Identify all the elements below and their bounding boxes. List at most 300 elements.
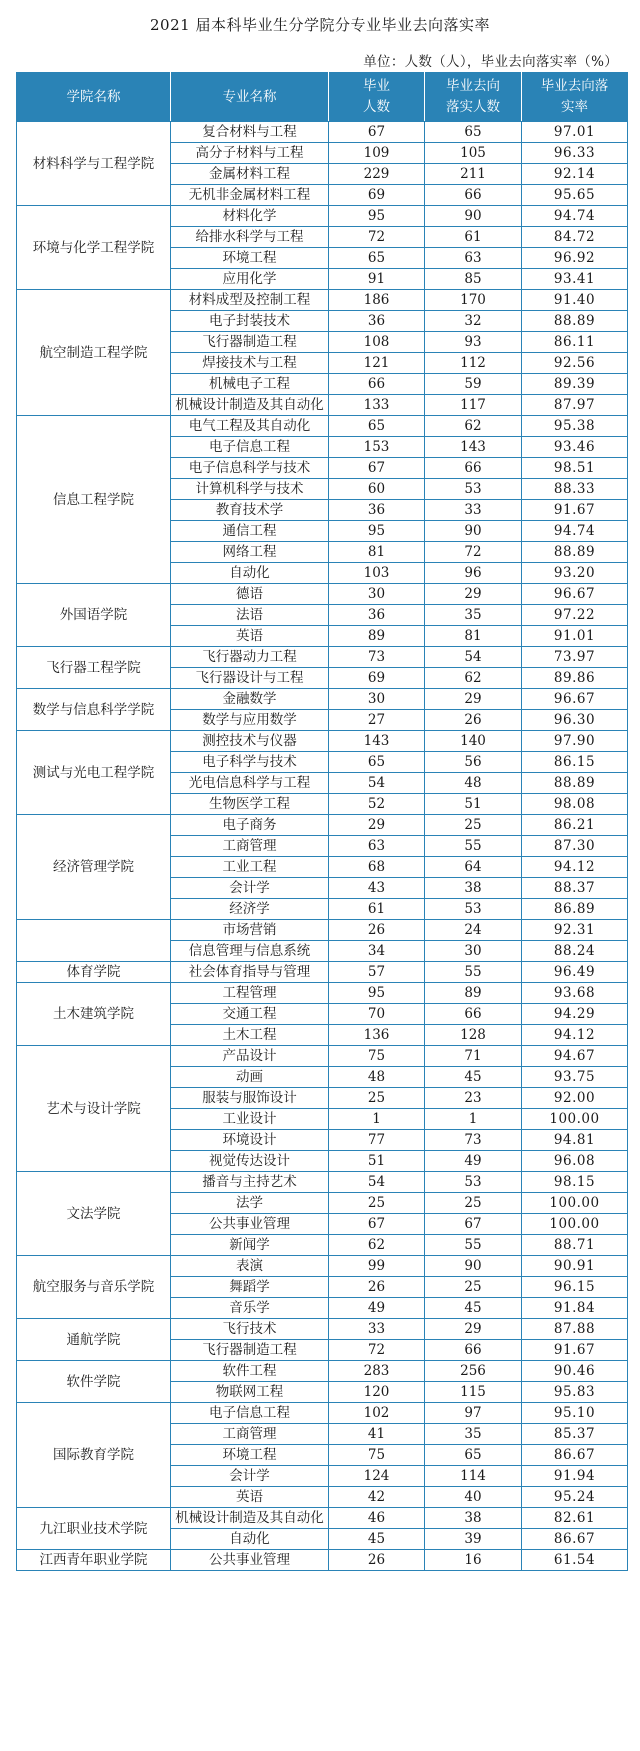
rate-cell: 91.40 xyxy=(522,290,628,311)
graduates-cell: 30 xyxy=(329,689,425,710)
placed-cell: 1 xyxy=(425,1109,522,1130)
major-cell: 法学 xyxy=(171,1193,329,1214)
placed-cell: 66 xyxy=(425,1004,522,1025)
placed-cell: 35 xyxy=(425,605,522,626)
major-cell: 电子封装技术 xyxy=(171,311,329,332)
graduates-cell: 26 xyxy=(329,1277,425,1298)
rate-cell: 89.86 xyxy=(522,668,628,689)
major-cell: 环境设计 xyxy=(171,1130,329,1151)
major-cell: 会计学 xyxy=(171,1466,329,1487)
placed-cell: 65 xyxy=(425,1445,522,1466)
graduates-cell: 77 xyxy=(329,1130,425,1151)
rate-cell: 88.33 xyxy=(522,479,628,500)
graduates-cell: 65 xyxy=(329,248,425,269)
major-cell: 德语 xyxy=(171,584,329,605)
rate-cell: 94.29 xyxy=(522,1004,628,1025)
college-cell xyxy=(17,920,171,962)
placed-cell: 35 xyxy=(425,1424,522,1445)
graduates-cell: 103 xyxy=(329,563,425,584)
graduates-cell: 68 xyxy=(329,857,425,878)
major-cell: 工商管理 xyxy=(171,836,329,857)
major-cell: 工业设计 xyxy=(171,1109,329,1130)
graduates-cell: 54 xyxy=(329,773,425,794)
college-cell: 信息工程学院 xyxy=(17,416,171,584)
graduates-cell: 26 xyxy=(329,1550,425,1571)
major-cell: 服装与服饰设计 xyxy=(171,1088,329,1109)
placed-cell: 73 xyxy=(425,1130,522,1151)
rate-cell: 94.67 xyxy=(522,1046,628,1067)
graduates-cell: 72 xyxy=(329,1340,425,1361)
rate-cell: 87.88 xyxy=(522,1319,628,1340)
college-cell: 国际教育学院 xyxy=(17,1403,171,1508)
header-graduates: 毕业 人数 xyxy=(329,73,425,122)
major-cell: 测控技术与仪器 xyxy=(171,731,329,752)
college-cell: 环境与化学工程学院 xyxy=(17,206,171,290)
placed-cell: 16 xyxy=(425,1550,522,1571)
rate-cell: 86.89 xyxy=(522,899,628,920)
rate-cell: 96.67 xyxy=(522,689,628,710)
rate-cell: 84.72 xyxy=(522,227,628,248)
placed-cell: 66 xyxy=(425,1340,522,1361)
rate-cell: 96.67 xyxy=(522,584,628,605)
graduates-cell: 91 xyxy=(329,269,425,290)
graduates-cell: 75 xyxy=(329,1445,425,1466)
graduates-cell: 102 xyxy=(329,1403,425,1424)
table-row xyxy=(17,731,628,752)
major-cell: 工程管理 xyxy=(171,983,329,1004)
graduates-cell: 48 xyxy=(329,1067,425,1088)
major-cell: 工商管理 xyxy=(171,1424,329,1445)
graduates-cell: 136 xyxy=(329,1025,425,1046)
major-cell: 土木工程 xyxy=(171,1025,329,1046)
graduates-cell: 65 xyxy=(329,416,425,437)
placed-cell: 170 xyxy=(425,290,522,311)
placed-cell: 64 xyxy=(425,857,522,878)
college-cell: 文法学院 xyxy=(17,1172,171,1256)
placed-cell: 90 xyxy=(425,1256,522,1277)
graduates-cell: 36 xyxy=(329,500,425,521)
rate-cell: 95.10 xyxy=(522,1403,628,1424)
placed-cell: 25 xyxy=(425,1193,522,1214)
rate-cell: 86.67 xyxy=(522,1529,628,1550)
placed-cell: 24 xyxy=(425,920,522,941)
placed-cell: 143 xyxy=(425,437,522,458)
rate-cell: 93.20 xyxy=(522,563,628,584)
college-cell: 外国语学院 xyxy=(17,584,171,647)
graduates-cell: 153 xyxy=(329,437,425,458)
table-row xyxy=(17,1046,628,1067)
rate-cell: 93.75 xyxy=(522,1067,628,1088)
placed-cell: 53 xyxy=(425,899,522,920)
graduates-cell: 89 xyxy=(329,626,425,647)
graduates-cell: 186 xyxy=(329,290,425,311)
graduates-cell: 133 xyxy=(329,395,425,416)
major-cell: 教育技术学 xyxy=(171,500,329,521)
table-row xyxy=(17,584,628,605)
rate-cell: 92.14 xyxy=(522,164,628,185)
placed-cell: 53 xyxy=(425,479,522,500)
table-row xyxy=(17,1550,628,1571)
header-placed: 毕业去向 落实人数 xyxy=(425,73,522,122)
major-cell: 播音与主持艺术 xyxy=(171,1172,329,1193)
placed-cell: 38 xyxy=(425,878,522,899)
rate-cell: 100.00 xyxy=(522,1109,628,1130)
placed-cell: 97 xyxy=(425,1403,522,1424)
major-cell: 计算机科学与技术 xyxy=(171,479,329,500)
major-cell: 电子科学与技术 xyxy=(171,752,329,773)
rate-cell: 73.97 xyxy=(522,647,628,668)
graduates-cell: 108 xyxy=(329,332,425,353)
major-cell: 市场营销 xyxy=(171,920,329,941)
placed-cell: 63 xyxy=(425,248,522,269)
table-row xyxy=(17,206,628,227)
placed-cell: 40 xyxy=(425,1487,522,1508)
placed-cell: 90 xyxy=(425,521,522,542)
rate-cell: 92.00 xyxy=(522,1088,628,1109)
graduates-cell: 69 xyxy=(329,668,425,689)
rate-cell: 94.81 xyxy=(522,1130,628,1151)
rate-cell: 91.94 xyxy=(522,1466,628,1487)
graduates-cell: 46 xyxy=(329,1508,425,1529)
graduates-cell: 229 xyxy=(329,164,425,185)
table-row xyxy=(17,1256,628,1277)
header-row xyxy=(17,73,628,122)
placed-cell: 96 xyxy=(425,563,522,584)
rate-cell: 98.08 xyxy=(522,794,628,815)
major-cell: 应用化学 xyxy=(171,269,329,290)
placed-cell: 59 xyxy=(425,374,522,395)
major-cell: 社会体育指导与管理 xyxy=(171,962,329,983)
placed-cell: 51 xyxy=(425,794,522,815)
graduates-cell: 143 xyxy=(329,731,425,752)
placed-cell: 32 xyxy=(425,311,522,332)
table-body xyxy=(17,122,628,1571)
graduates-cell: 60 xyxy=(329,479,425,500)
rate-cell: 86.67 xyxy=(522,1445,628,1466)
rate-cell: 96.49 xyxy=(522,962,628,983)
table-row xyxy=(17,983,628,1004)
graduates-cell: 25 xyxy=(329,1088,425,1109)
placed-cell: 55 xyxy=(425,836,522,857)
rate-cell: 88.24 xyxy=(522,941,628,962)
placed-cell: 66 xyxy=(425,458,522,479)
rate-cell: 90.91 xyxy=(522,1256,628,1277)
graduates-cell: 26 xyxy=(329,920,425,941)
graduates-cell: 36 xyxy=(329,605,425,626)
placed-cell: 65 xyxy=(425,122,522,143)
rate-cell: 94.12 xyxy=(522,857,628,878)
rate-cell: 97.01 xyxy=(522,122,628,143)
major-cell: 环境工程 xyxy=(171,1445,329,1466)
major-cell: 公共事业管理 xyxy=(171,1550,329,1571)
placed-cell: 29 xyxy=(425,689,522,710)
placed-cell: 61 xyxy=(425,227,522,248)
table-row xyxy=(17,290,628,311)
placed-cell: 85 xyxy=(425,269,522,290)
college-cell: 体育学院 xyxy=(17,962,171,983)
placed-cell: 72 xyxy=(425,542,522,563)
rate-cell: 93.46 xyxy=(522,437,628,458)
page-title: 2021 届本科毕业生分学院分专业毕业去向落实率 xyxy=(150,16,490,34)
placed-cell: 67 xyxy=(425,1214,522,1235)
graduates-cell: 67 xyxy=(329,122,425,143)
table-row xyxy=(17,1319,628,1340)
table-row xyxy=(17,1508,628,1529)
graduates-cell: 43 xyxy=(329,878,425,899)
rate-cell: 95.83 xyxy=(522,1382,628,1403)
placed-cell: 45 xyxy=(425,1067,522,1088)
college-cell: 经济管理学院 xyxy=(17,815,171,920)
major-cell: 金属材料工程 xyxy=(171,164,329,185)
rate-cell: 85.37 xyxy=(522,1424,628,1445)
major-cell: 焊接技术与工程 xyxy=(171,353,329,374)
major-cell: 生物医学工程 xyxy=(171,794,329,815)
table-row xyxy=(17,815,628,836)
rate-cell: 86.21 xyxy=(522,815,628,836)
graduates-cell: 36 xyxy=(329,311,425,332)
table-row xyxy=(17,647,628,668)
major-cell: 舞蹈学 xyxy=(171,1277,329,1298)
college-cell: 艺术与设计学院 xyxy=(17,1046,171,1172)
graduates-cell: 61 xyxy=(329,899,425,920)
graduates-cell: 34 xyxy=(329,941,425,962)
graduates-cell: 30 xyxy=(329,584,425,605)
graduates-cell: 63 xyxy=(329,836,425,857)
placed-cell: 56 xyxy=(425,752,522,773)
placed-cell: 25 xyxy=(425,1277,522,1298)
rate-cell: 94.74 xyxy=(522,206,628,227)
placed-cell: 54 xyxy=(425,647,522,668)
graduates-cell: 69 xyxy=(329,185,425,206)
rate-cell: 88.89 xyxy=(522,773,628,794)
table-row xyxy=(17,1361,628,1382)
rate-cell: 87.30 xyxy=(522,836,628,857)
major-cell: 飞行器设计与工程 xyxy=(171,668,329,689)
rate-cell: 96.33 xyxy=(522,143,628,164)
major-cell: 无机非金属材料工程 xyxy=(171,185,329,206)
major-cell: 高分子材料与工程 xyxy=(171,143,329,164)
major-cell: 动画 xyxy=(171,1067,329,1088)
rate-cell: 87.97 xyxy=(522,395,628,416)
table-row xyxy=(17,1403,628,1424)
graduates-cell: 95 xyxy=(329,983,425,1004)
rate-cell: 93.68 xyxy=(522,983,628,1004)
graduates-cell: 33 xyxy=(329,1319,425,1340)
college-cell: 通航学院 xyxy=(17,1319,171,1361)
major-cell: 数学与应用数学 xyxy=(171,710,329,731)
graduates-cell: 109 xyxy=(329,143,425,164)
table-row xyxy=(17,962,628,983)
rate-cell: 86.11 xyxy=(522,332,628,353)
major-cell: 环境工程 xyxy=(171,248,329,269)
graduates-cell: 67 xyxy=(329,458,425,479)
placed-cell: 49 xyxy=(425,1151,522,1172)
major-cell: 经济学 xyxy=(171,899,329,920)
graduates-cell: 121 xyxy=(329,353,425,374)
rate-cell: 94.12 xyxy=(522,1025,628,1046)
rate-cell: 92.31 xyxy=(522,920,628,941)
placed-cell: 62 xyxy=(425,416,522,437)
placed-cell: 30 xyxy=(425,941,522,962)
graduates-cell: 51 xyxy=(329,1151,425,1172)
rate-cell: 88.71 xyxy=(522,1235,628,1256)
major-cell: 英语 xyxy=(171,1487,329,1508)
placed-cell: 114 xyxy=(425,1466,522,1487)
major-cell: 材料化学 xyxy=(171,206,329,227)
graduates-cell: 99 xyxy=(329,1256,425,1277)
major-cell: 交通工程 xyxy=(171,1004,329,1025)
major-cell: 自动化 xyxy=(171,563,329,584)
major-cell: 电气工程及其自动化 xyxy=(171,416,329,437)
major-cell: 英语 xyxy=(171,626,329,647)
graduates-cell: 70 xyxy=(329,1004,425,1025)
graduates-cell: 73 xyxy=(329,647,425,668)
rate-cell: 95.24 xyxy=(522,1487,628,1508)
placed-cell: 38 xyxy=(425,1508,522,1529)
major-cell: 飞行技术 xyxy=(171,1319,329,1340)
major-cell: 表演 xyxy=(171,1256,329,1277)
graduates-cell: 57 xyxy=(329,962,425,983)
placed-cell: 29 xyxy=(425,584,522,605)
college-cell: 航空制造工程学院 xyxy=(17,290,171,416)
header-college: 学院名称 xyxy=(17,73,171,122)
major-cell: 音乐学 xyxy=(171,1298,329,1319)
college-cell: 飞行器工程学院 xyxy=(17,647,171,689)
placed-cell: 90 xyxy=(425,206,522,227)
rate-cell: 96.08 xyxy=(522,1151,628,1172)
graduates-cell: 67 xyxy=(329,1214,425,1235)
rate-cell: 98.51 xyxy=(522,458,628,479)
rate-cell: 98.15 xyxy=(522,1172,628,1193)
rate-cell: 88.89 xyxy=(522,311,628,332)
rate-cell: 89.39 xyxy=(522,374,628,395)
rate-cell: 91.84 xyxy=(522,1298,628,1319)
rate-cell: 100.00 xyxy=(522,1214,628,1235)
table-row xyxy=(17,920,628,941)
placed-cell: 112 xyxy=(425,353,522,374)
graduates-cell: 66 xyxy=(329,374,425,395)
placed-cell: 140 xyxy=(425,731,522,752)
placed-cell: 55 xyxy=(425,1235,522,1256)
table-row xyxy=(17,122,628,143)
placed-cell: 45 xyxy=(425,1298,522,1319)
placed-cell: 55 xyxy=(425,962,522,983)
placed-cell: 256 xyxy=(425,1361,522,1382)
unit-note: 单位：人数（人），毕业去向落实率（%） xyxy=(363,54,618,70)
rate-cell: 95.65 xyxy=(522,185,628,206)
major-cell: 给排水科学与工程 xyxy=(171,227,329,248)
major-cell: 新闻学 xyxy=(171,1235,329,1256)
placed-cell: 128 xyxy=(425,1025,522,1046)
placed-cell: 115 xyxy=(425,1382,522,1403)
college-cell: 江西青年职业学院 xyxy=(17,1550,171,1571)
rate-cell: 91.01 xyxy=(522,626,628,647)
rate-cell: 92.56 xyxy=(522,353,628,374)
major-cell: 会计学 xyxy=(171,878,329,899)
graduates-cell: 72 xyxy=(329,227,425,248)
header-major: 专业名称 xyxy=(171,73,329,122)
rate-cell: 82.61 xyxy=(522,1508,628,1529)
placement-rate-table xyxy=(16,72,628,1571)
header-rate: 毕业去向落 实率 xyxy=(522,73,628,122)
major-cell: 飞行器制造工程 xyxy=(171,1340,329,1361)
graduates-cell: 27 xyxy=(329,710,425,731)
college-cell: 软件学院 xyxy=(17,1361,171,1403)
major-cell: 公共事业管理 xyxy=(171,1214,329,1235)
placed-cell: 117 xyxy=(425,395,522,416)
placed-cell: 71 xyxy=(425,1046,522,1067)
major-cell: 电子信息工程 xyxy=(171,437,329,458)
table-row xyxy=(17,416,628,437)
college-cell: 测试与光电工程学院 xyxy=(17,731,171,815)
graduates-cell: 45 xyxy=(329,1529,425,1550)
major-cell: 物联网工程 xyxy=(171,1382,329,1403)
placed-cell: 93 xyxy=(425,332,522,353)
placed-cell: 29 xyxy=(425,1319,522,1340)
rate-cell: 96.92 xyxy=(522,248,628,269)
placed-cell: 26 xyxy=(425,710,522,731)
graduates-cell: 283 xyxy=(329,1361,425,1382)
rate-cell: 94.74 xyxy=(522,521,628,542)
rate-cell: 97.90 xyxy=(522,731,628,752)
placed-cell: 211 xyxy=(425,164,522,185)
major-cell: 产品设计 xyxy=(171,1046,329,1067)
rate-cell: 100.00 xyxy=(522,1193,628,1214)
college-cell: 土木建筑学院 xyxy=(17,983,171,1046)
major-cell: 机械电子工程 xyxy=(171,374,329,395)
college-cell: 材料科学与工程学院 xyxy=(17,122,171,206)
graduates-cell: 95 xyxy=(329,521,425,542)
major-cell: 材料成型及控制工程 xyxy=(171,290,329,311)
major-cell: 电子信息工程 xyxy=(171,1403,329,1424)
graduates-cell: 65 xyxy=(329,752,425,773)
placed-cell: 39 xyxy=(425,1529,522,1550)
graduates-cell: 75 xyxy=(329,1046,425,1067)
rate-cell: 96.30 xyxy=(522,710,628,731)
major-cell: 光电信息科学与工程 xyxy=(171,773,329,794)
major-cell: 网络工程 xyxy=(171,542,329,563)
placed-cell: 89 xyxy=(425,983,522,1004)
rate-cell: 97.22 xyxy=(522,605,628,626)
major-cell: 机械设计制造及其自动化 xyxy=(171,395,329,416)
major-cell: 软件工程 xyxy=(171,1361,329,1382)
graduates-cell: 124 xyxy=(329,1466,425,1487)
college-cell: 数学与信息科学学院 xyxy=(17,689,171,731)
major-cell: 工业工程 xyxy=(171,857,329,878)
major-cell: 信息管理与信息系统 xyxy=(171,941,329,962)
graduates-cell: 52 xyxy=(329,794,425,815)
placed-cell: 23 xyxy=(425,1088,522,1109)
placed-cell: 53 xyxy=(425,1172,522,1193)
major-cell: 机械设计制造及其自动化 xyxy=(171,1508,329,1529)
table-row xyxy=(17,689,628,710)
graduates-cell: 54 xyxy=(329,1172,425,1193)
major-cell: 飞行器动力工程 xyxy=(171,647,329,668)
major-cell: 电子商务 xyxy=(171,815,329,836)
placed-cell: 48 xyxy=(425,773,522,794)
major-cell: 法语 xyxy=(171,605,329,626)
graduates-cell: 62 xyxy=(329,1235,425,1256)
rate-cell: 88.37 xyxy=(522,878,628,899)
rate-cell: 90.46 xyxy=(522,1361,628,1382)
rate-cell: 95.38 xyxy=(522,416,628,437)
placed-cell: 105 xyxy=(425,143,522,164)
major-cell: 金融数学 xyxy=(171,689,329,710)
placed-cell: 81 xyxy=(425,626,522,647)
rate-cell: 86.15 xyxy=(522,752,628,773)
major-cell: 电子信息科学与技术 xyxy=(171,458,329,479)
rate-cell: 93.41 xyxy=(522,269,628,290)
